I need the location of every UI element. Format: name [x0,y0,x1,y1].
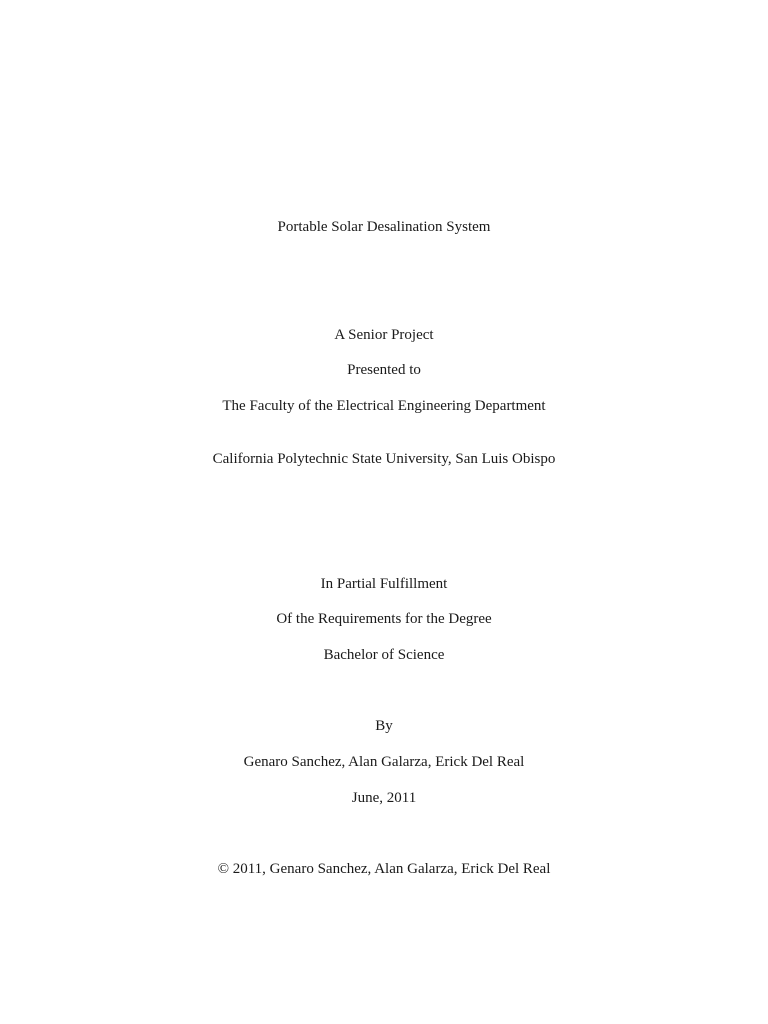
fulfillment-text: In Partial Fulfillment [320,576,448,592]
copyright-notice: © 2011, Genaro Sanchez, Alan Galarza, Erick Del Real [217,861,551,877]
university-name: California Polytechnic State University, San Luis Obispo [212,451,556,467]
authors-list: Genaro Sanchez, Alan Galarza, Erick Del Real [243,754,525,770]
document-title: Portable Solar Desalination System [277,219,491,235]
publication-date: June, 2011 [351,790,417,806]
faculty-department: The Faculty of the Electrical Engineering Department [222,398,546,414]
by-label: By [375,718,393,734]
project-type: A Senior Project [334,327,434,343]
degree-name: Bachelor of Science [323,647,445,663]
requirements-text: Of the Requirements for the Degree [276,611,492,627]
presented-to: Presented to [347,362,421,378]
